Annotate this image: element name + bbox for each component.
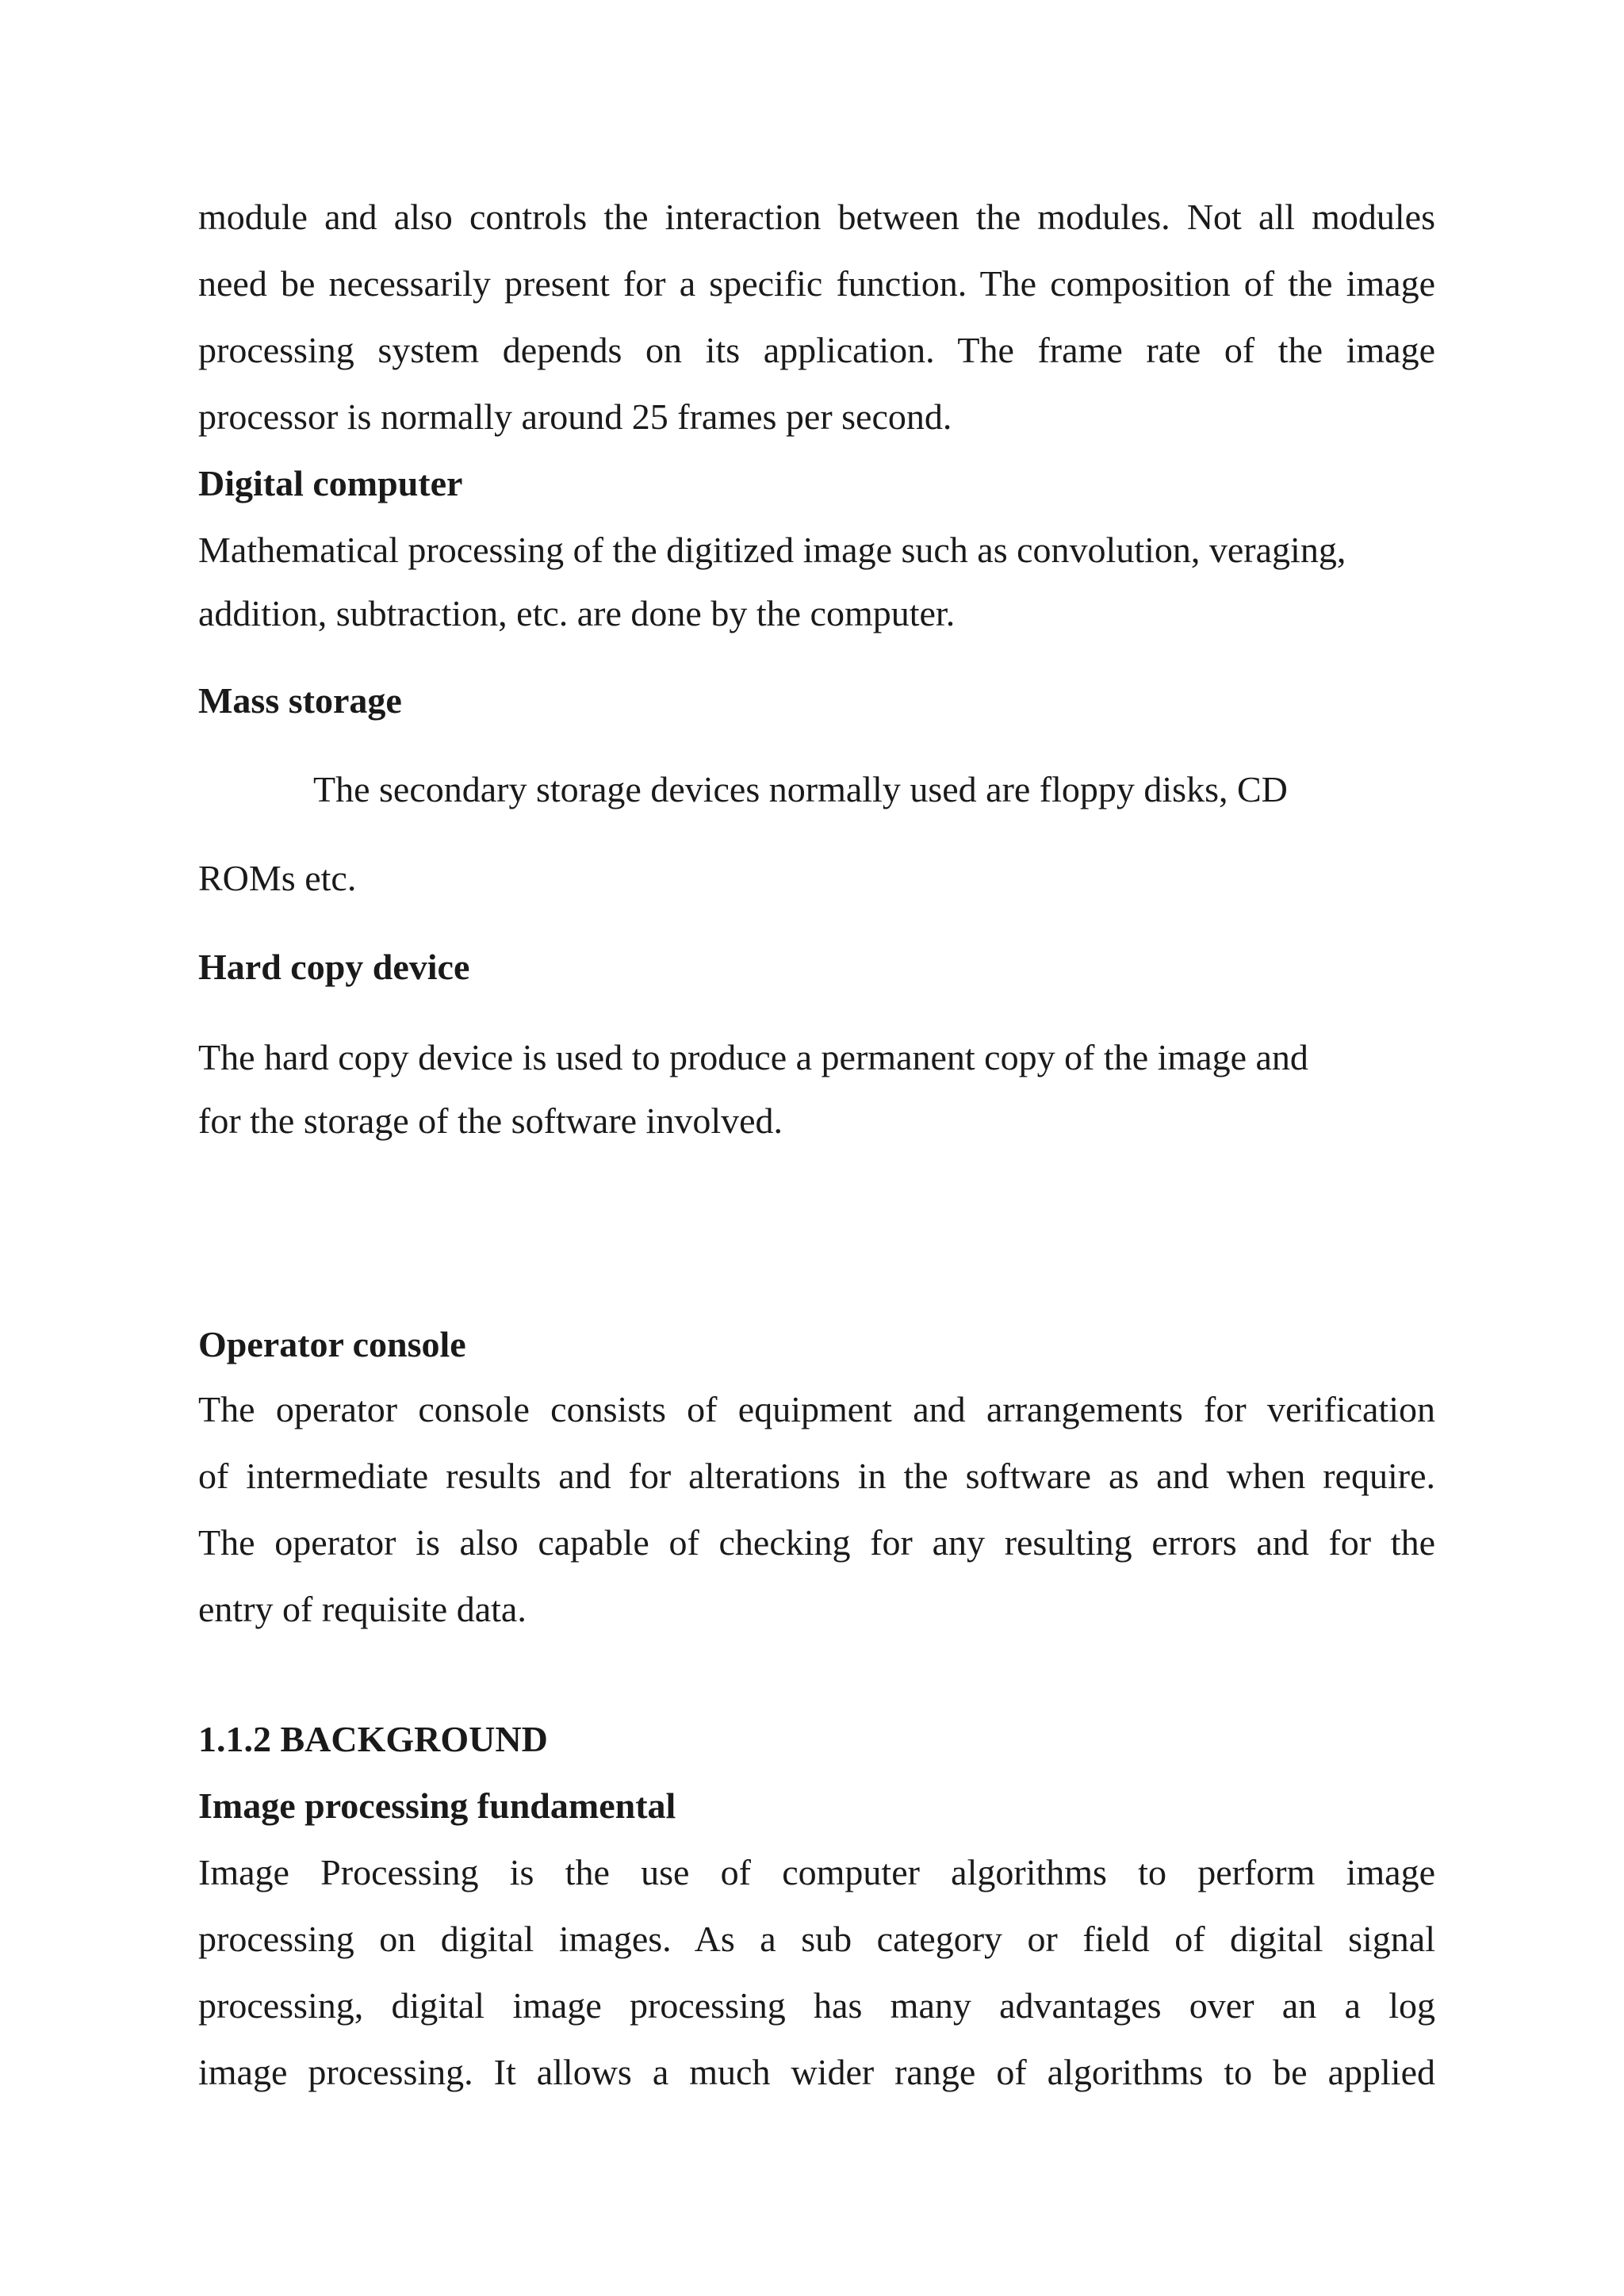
paragraph-line: The operator is also capable of checking for any resulting errors and for the xyxy=(198,1522,1435,1563)
paragraph-line: image processing. It allows a much wider range of algorithms to be applied xyxy=(198,2052,1435,2092)
paragraph-line: module and also controls the interaction between the modules. Not all modules xyxy=(198,197,1435,237)
paragraph-line: processing, digital image processing has many advantages over an a log xyxy=(198,1985,1435,2026)
paragraph-line: Mathematical processing of the digitized image such as convolution, veraging, xyxy=(198,530,1346,570)
paragraph-line: The secondary storage devices normally used are floppy disks, CD xyxy=(313,769,1288,809)
paragraph-line: of intermediate results and for alterations in the software as and when require. xyxy=(198,1456,1435,1496)
paragraph-line: addition, subtraction, etc. are done by the computer. xyxy=(198,593,956,633)
paragraph-line: processing on digital images. As a sub category or field of digital signal xyxy=(198,1919,1435,1959)
paragraph-line: Image Processing is the use of computer algorithms to perform image xyxy=(198,1852,1435,1892)
section-heading-hard-copy-device: Hard copy device xyxy=(198,947,470,987)
paragraph-line: The hard copy device is used to produce a permanent copy of the image and xyxy=(198,1037,1308,1077)
section-heading-digital-computer: Digital computer xyxy=(198,463,463,503)
section-heading-background: 1.1.2 BACKGROUND xyxy=(198,1719,548,1759)
paragraph-line: entry of requisite data. xyxy=(198,1589,527,1629)
paragraph-line: need be necessarily present for a specific function. The composition of the image xyxy=(198,263,1435,304)
paragraph-line: processor is normally around 25 frames per second. xyxy=(198,396,952,437)
paragraph-line: for the storage of the software involved. xyxy=(198,1100,783,1141)
section-heading-mass-storage: Mass storage xyxy=(198,680,402,721)
paragraph-line: ROMs etc. xyxy=(198,858,357,898)
paragraph-line: The operator console consists of equipment and arrangements for verification xyxy=(198,1389,1435,1429)
subsection-heading-image-processing-fundamental: Image processing fundamental xyxy=(198,1785,676,1826)
paragraph-line: processing system depends on its application. The frame rate of the image xyxy=(198,330,1435,370)
section-heading-operator-console: Operator console xyxy=(198,1324,466,1364)
